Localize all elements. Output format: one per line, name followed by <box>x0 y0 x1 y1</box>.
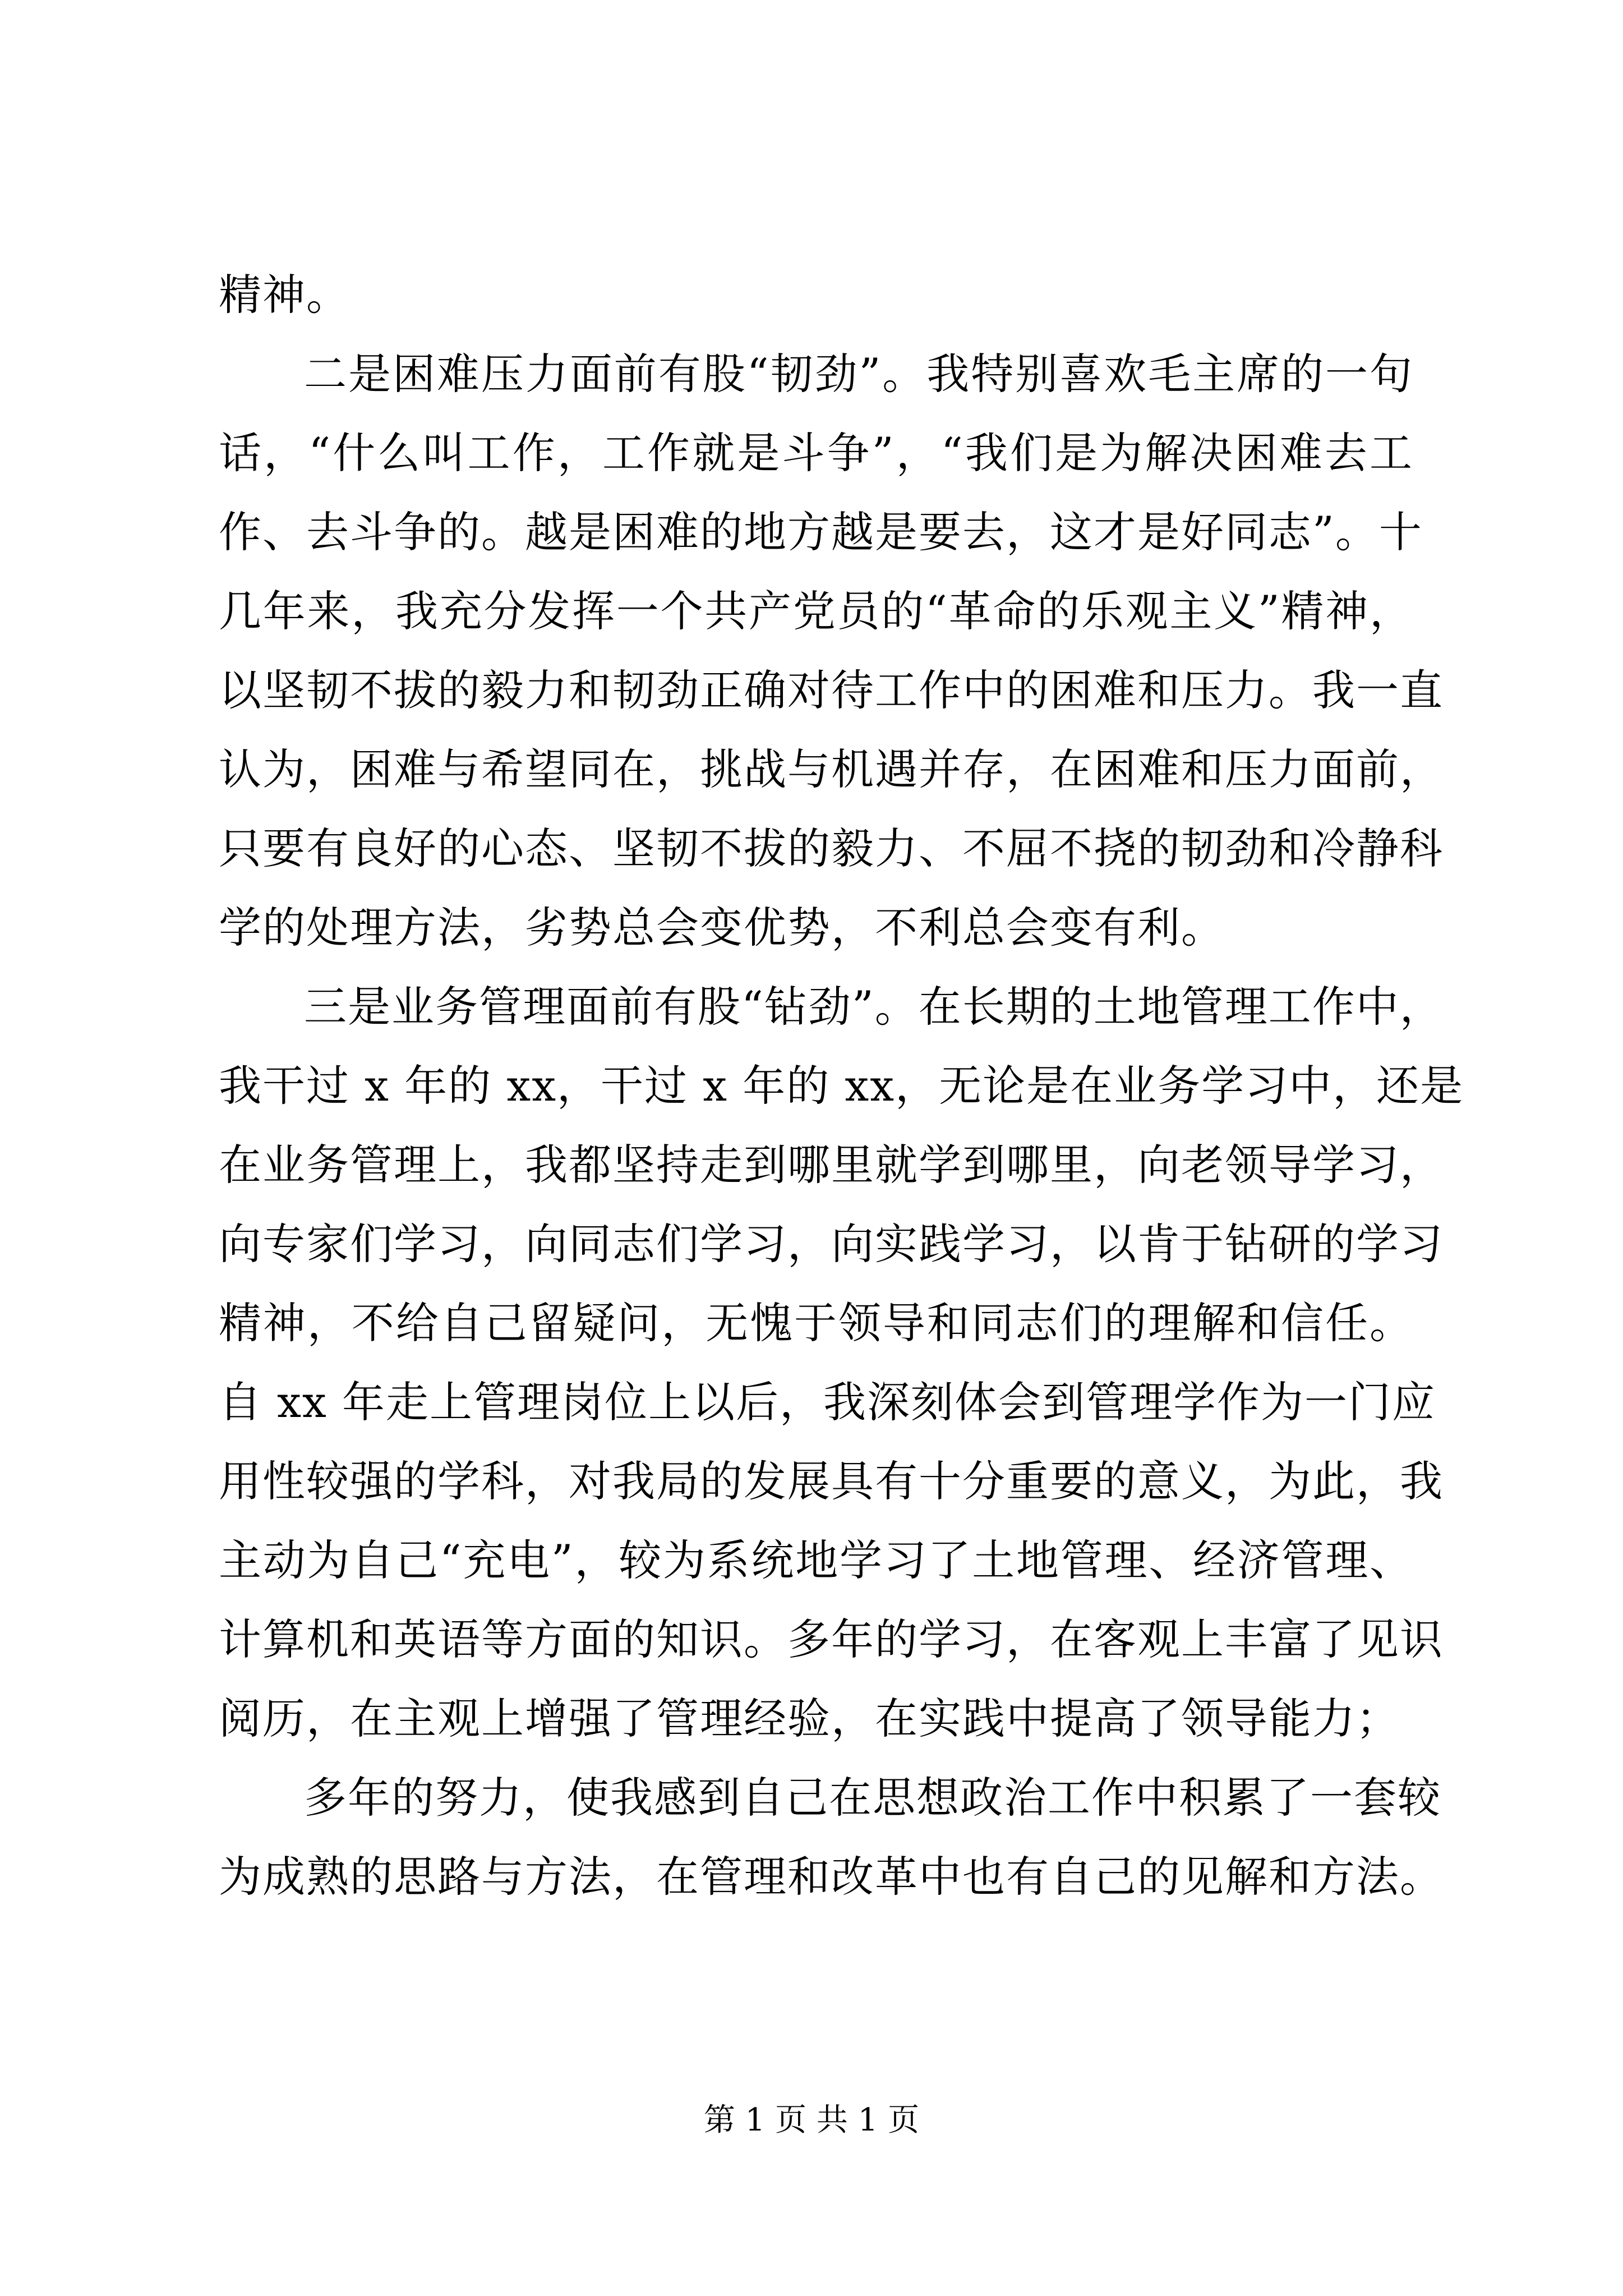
text-line: 话，“什么叫工作，工作就是斗争”，“我们是为解决困难去工 <box>219 428 1413 478</box>
text-line: 阅历，在主观上增强了管理经验，在实践中提高了领导能力； <box>219 1694 1400 1743</box>
text-line: 精神。 <box>219 270 350 320</box>
text-line: 二是困难压力面前有股“韧劲”。我特别喜欢毛主席的一句 <box>304 349 1413 399</box>
text-line: 几年来，我充分发挥一个共产党员的“革命的乐观主义”精神， <box>219 586 1413 636</box>
text-line: 学的处理方法，劣势总会变优势，不利总会变有利。 <box>219 903 1225 953</box>
text-line: 用性较强的学科，对我局的发展具有十分重要的意义，为此，我 <box>219 1456 1444 1506</box>
text-line: 作、去斗争的。越是困难的地方越是要去，这才是好同志”。十 <box>219 507 1423 557</box>
document-body <box>219 255 1464 1916</box>
text-line: 自 xx 年走上管理岗位上以后，我深刻体会到管理学作为一门应 <box>219 1377 1436 1427</box>
text-line: 在业务管理上，我都坚持走到哪里就学到哪里，向老领导学习， <box>219 1140 1444 1190</box>
text-line: 计算机和英语等方面的知识。多年的学习，在客观上丰富了见识 <box>219 1614 1444 1664</box>
text-line: 多年的努力，使我感到自己在思想政治工作中积累了一套较 <box>304 1773 1441 1823</box>
text-line: 认为，困难与希望同在，挑战与机遇并存，在困难和压力面前， <box>219 744 1444 794</box>
text-line: 我干过 x 年的 xx，干过 x 年的 xx，无论是在业务学习中，还是 <box>219 1061 1464 1111</box>
text-line: 以坚韧不拔的毅力和韧劲正确对待工作中的困难和压力。我一直 <box>219 665 1444 715</box>
text-line: 只要有良好的心态、坚韧不拔的毅力、不屈不挠的韧劲和冷静科 <box>219 823 1444 873</box>
text-line: 三是业务管理面前有股“钻劲”。在长期的土地管理工作中， <box>304 982 1444 1032</box>
text-line: 为成熟的思路与方法，在管理和改革中也有自己的见解和方法。 <box>219 1852 1444 1902</box>
text-line: 向专家们学习，向同志们学习，向实践学习，以肯于钻研的学习 <box>219 1219 1444 1269</box>
text-line: 精神，不给自己留疑问，无愧于领导和同志们的理解和信任。 <box>219 1298 1413 1348</box>
text-line: 主动为自己“充电”，较为系统地学习了土地管理、经济管理、 <box>219 1535 1413 1585</box>
page-number-footer: 第 1 页 共 1 页 <box>703 2102 920 2138</box>
